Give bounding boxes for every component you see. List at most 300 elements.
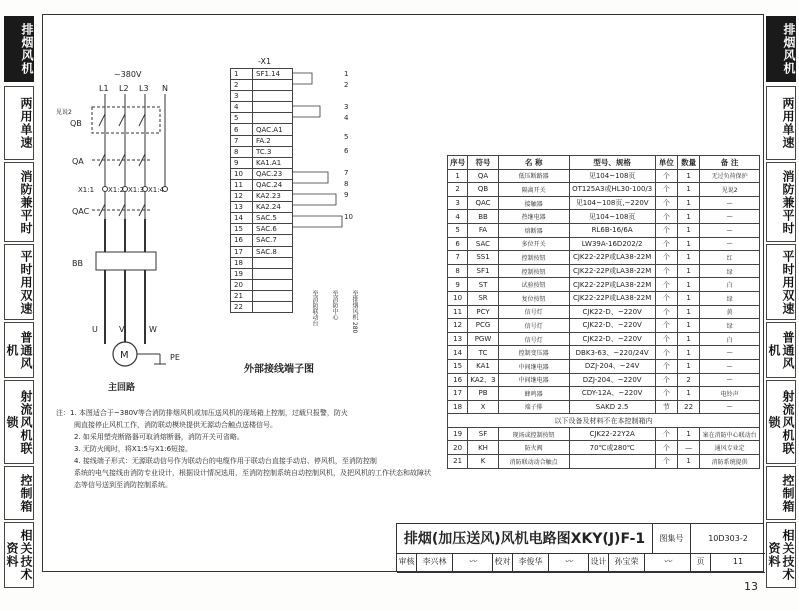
parts-cell: — [700, 237, 760, 251]
left-tab-4[interactable]: 普通风机 [4, 322, 34, 378]
parts-cell: FA [468, 223, 499, 237]
parts-cell: 见104~108页,~220V [569, 196, 655, 210]
wire-number: 5 [344, 133, 349, 141]
terminal-number: 19 [231, 268, 253, 279]
right-tab-5[interactable]: 射流风机联锁 [766, 380, 796, 464]
parts-cell: 1 [677, 387, 699, 401]
parts-cell: 多位开关 [498, 237, 569, 251]
parts-cell: 绿 [700, 291, 760, 305]
parts-row [448, 319, 760, 333]
parts-row [448, 305, 760, 319]
parts-cell: 中间继电器 [498, 359, 569, 373]
wire-number: 2 [344, 81, 349, 89]
qa-label: QA [72, 157, 84, 166]
parts-cell: 13 [448, 332, 468, 346]
notes-block [56, 407, 431, 491]
terminal-row [231, 290, 293, 301]
terminal-connection: QAC.24 [253, 179, 293, 190]
parts-cell: — [700, 400, 760, 414]
parts-cell: 黄 [700, 305, 760, 319]
parts-cell: 个 [655, 223, 677, 237]
wire-number: 1 [344, 70, 349, 78]
parts-row [448, 196, 760, 210]
terminal-row [231, 268, 293, 279]
terminal-number: 11 [231, 179, 253, 190]
parts-cell: 4 [448, 210, 468, 224]
parts-cell: 个 [655, 346, 677, 360]
parts-row [448, 414, 760, 428]
terminal-number: 22 [231, 301, 253, 312]
parts-cell: DZJ-204、~220V [569, 373, 655, 387]
parts-cell: 个 [655, 373, 677, 387]
page-number: 13 [744, 580, 758, 593]
terminal-number: 18 [231, 257, 253, 268]
parts-cell: 10 [448, 291, 468, 305]
parts-cell: 个 [655, 196, 677, 210]
terminal-number: 20 [231, 279, 253, 290]
parts-cell: 个 [655, 332, 677, 346]
terminal-number: 10 [231, 168, 253, 179]
right-tab-1[interactable]: 两用单速 [766, 86, 796, 160]
parts-cell: — [700, 210, 760, 224]
right-tab-2[interactable]: 消防兼平时 [766, 162, 796, 242]
parts-cell: 9 [448, 278, 468, 292]
wire-number: 4 [344, 114, 349, 122]
parts-cell: 12 [448, 319, 468, 333]
left-tab-5[interactable]: 射流风机联锁 [4, 380, 34, 464]
parts-cell: 见104~108页 [569, 169, 655, 183]
terminal-connection: KA1.A1 [253, 157, 293, 168]
parts-cell: 通风专业定 [700, 441, 760, 455]
parts-cell: RL6B-16/6A [569, 223, 655, 237]
parts-cell: 18 [448, 400, 468, 414]
designer-name: 孙宝荣 [609, 554, 645, 573]
qb-label: QB [70, 119, 82, 128]
terminal-row [231, 202, 293, 213]
parts-cell: K [468, 455, 499, 469]
parts-cell: 14 [448, 346, 468, 360]
terminal-number: 17 [231, 246, 253, 257]
parts-cell: 消防系统提供 [700, 455, 760, 469]
parts-cell: PGW [468, 332, 499, 346]
parts-section-note: 以下设备及材料不在本控制箱内 [448, 414, 760, 428]
left-tab-1[interactable]: 两用单速 [4, 86, 34, 160]
parts-cell: 1 [448, 169, 468, 183]
parts-cell: 个 [655, 387, 677, 401]
parts-cell: KA2、3 [468, 373, 499, 387]
parts-cell: SR [468, 291, 499, 305]
title-block [396, 523, 764, 572]
terminal-row [231, 113, 293, 124]
parts-cell: 3 [448, 196, 468, 210]
parts-cell: 案在消防中心联动台 [700, 427, 760, 441]
terminal-connection [253, 301, 293, 312]
left-tab-6[interactable]: 控制箱 [4, 466, 34, 520]
parts-row [448, 291, 760, 305]
parts-cell: 1 [677, 237, 699, 251]
parts-cell: 绿 [700, 319, 760, 333]
parts-cell: 1 [677, 359, 699, 373]
qac-label: QAC [72, 207, 90, 216]
terminal-number: 1 [231, 69, 253, 80]
vlabel-1: 至消防中心 [331, 290, 338, 320]
right-tab-6[interactable]: 控制箱 [766, 466, 796, 520]
parts-cell: 2 [448, 183, 468, 197]
note-line: 3. 无防火阀时，将X1:5与X1:6短接。 [74, 445, 193, 453]
parts-cell: DBK3-63、~220/24V [569, 346, 655, 360]
parts-cell [569, 455, 655, 469]
parts-table [447, 155, 760, 469]
note-line: 阀直接停止风机工作，消防联动模块提供无源动合触点送楼信号。 [74, 421, 277, 429]
terminal-number: 5 [231, 113, 253, 124]
terminal-x1-4: X1:4 [148, 186, 165, 194]
parts-cell: 6 [448, 237, 468, 251]
note-line: 态等信号送到至消防控制系统。 [74, 481, 172, 489]
terminal-number: 13 [231, 202, 253, 213]
parts-cell: 见说2 [700, 183, 760, 197]
parts-cell: 控制按钮 [498, 251, 569, 265]
terminal-row [231, 257, 293, 268]
parts-row [448, 183, 760, 197]
parts-cell: 个 [655, 251, 677, 265]
reviewer-name: 李兴林 [417, 554, 453, 573]
parts-cell: 个 [655, 427, 677, 441]
parts-cell: 试验按钮 [498, 278, 569, 292]
terminal-connection [253, 257, 293, 268]
terminal-connection [253, 290, 293, 301]
motor-term-w: W [149, 325, 157, 334]
parts-row [448, 332, 760, 346]
terminal-number: 12 [231, 191, 253, 202]
parts-cell: 电铃声 [700, 387, 760, 401]
check-label: 校对 [493, 554, 513, 573]
parts-cell: — [677, 441, 699, 455]
terminal-row [231, 246, 293, 257]
parts-row [448, 387, 760, 401]
terminal-number: 8 [231, 146, 253, 157]
wire-number: 3 [344, 103, 349, 111]
terminal-connection: QAC.23 [253, 168, 293, 179]
vlabel-2: 至排烟风机 280 [351, 290, 358, 334]
terminal-row [231, 157, 293, 168]
parts-cell: QA [468, 169, 499, 183]
parts-row [448, 455, 760, 469]
parts-cell: 19 [448, 427, 468, 441]
parts-cell: CJK22-22P或LA38-22M [569, 278, 655, 292]
parts-cell: SAC [468, 237, 499, 251]
parts-cell: CJK22-22Y2A [569, 427, 655, 441]
terminal-row [231, 146, 293, 157]
terminal-connection: TC.3 [253, 146, 293, 157]
parts-cell: — [700, 373, 760, 387]
motor-term-v: V [119, 325, 125, 334]
parts-row [448, 264, 760, 278]
parts-cell: 1 [677, 251, 699, 265]
terminal-number: 21 [231, 290, 253, 301]
parts-cell: TC [468, 346, 499, 360]
left-tab-7[interactable]: 相关技术资料 [4, 522, 34, 588]
parts-cell: 20 [448, 441, 468, 455]
reviewer-signature: 〰 [453, 554, 493, 573]
parts-cell: 1 [677, 196, 699, 210]
drawing-title: 排烟(加压送风)风机电路图XKY(J)F-1 [397, 524, 653, 554]
terminal-connection: SAC.7 [253, 235, 293, 246]
parts-cell: PCG [468, 319, 499, 333]
parts-cell: 端子排 [498, 400, 569, 414]
parts-cell: 个 [655, 455, 677, 469]
wire-number: 9 [344, 191, 349, 199]
terminal-connection [253, 113, 293, 124]
parts-cell: 个 [655, 237, 677, 251]
parts-row [448, 210, 760, 224]
parts-cell: 1 [677, 305, 699, 319]
parts-cell: — [700, 359, 760, 373]
parts-cell: ST [468, 278, 499, 292]
page-label: 页 [691, 554, 711, 573]
pe-label: PE [170, 353, 180, 362]
parts-row [448, 251, 760, 265]
parts-cell: BB [468, 210, 499, 224]
terminal-connection: SAC.5 [253, 213, 293, 224]
terminal-connection: SAC.6 [253, 224, 293, 235]
atlas-number: 10D303-2 [691, 524, 765, 554]
parts-cell: 1 [677, 455, 699, 469]
parts-cell: QAC [468, 196, 499, 210]
terminal-x1-3: X1:3 [128, 186, 145, 194]
parts-cell: CJK22-D、~220V [569, 305, 655, 319]
parts-cell: SF1 [468, 264, 499, 278]
wire-number: 7 [344, 169, 349, 177]
parts-row [448, 278, 760, 292]
parts-cell: PB [468, 387, 499, 401]
parts-cell: 绿 [700, 264, 760, 278]
terminal-connection: KA2.23 [253, 191, 293, 202]
right-tab-0[interactable]: 排烟风机 [766, 16, 796, 84]
parts-cell: 熔断器 [498, 223, 569, 237]
parts-cell: 个 [655, 319, 677, 333]
parts-cell: 70℃或280℃ [569, 441, 655, 455]
right-tab-7[interactable]: 相关技术资料 [766, 522, 796, 588]
terminal-row [231, 213, 293, 224]
parts-cell: 白 [700, 332, 760, 346]
parts-row [448, 169, 760, 183]
terminal-number: 2 [231, 80, 253, 91]
parts-cell: CJK22-22P或LA38-22M [569, 291, 655, 305]
parts-cell: CJK22-D、~220V [569, 319, 655, 333]
parts-cell: 22 [677, 400, 699, 414]
parts-cell: 节 [655, 400, 677, 414]
parts-header-cell: 数量 [677, 156, 699, 170]
parts-cell: CJK22-22P或LA38-22M [569, 264, 655, 278]
parts-cell: 信号灯 [498, 305, 569, 319]
parts-cell: SAKD 2.5 [569, 400, 655, 414]
checker-signature: 〰 [549, 554, 589, 573]
parts-cell: 红 [700, 251, 760, 265]
main-circuit-caption: 主回路 [108, 383, 136, 393]
parts-cell: 个 [655, 359, 677, 373]
review-label: 审核 [397, 554, 417, 573]
terminal-connection [253, 102, 293, 113]
checker-name: 李俊华 [513, 554, 549, 573]
parts-cell: 无过负荷保护 [700, 169, 760, 183]
parts-cell: 15 [448, 359, 468, 373]
parts-cell: 防火阀 [498, 441, 569, 455]
parts-cell: 个 [655, 210, 677, 224]
terminal-connection [253, 91, 293, 102]
parts-row [448, 400, 760, 414]
parts-cell: SS1 [468, 251, 499, 265]
terminal-connection [253, 279, 293, 290]
parts-cell: LW39A-16D202/2 [569, 237, 655, 251]
terminal-row [231, 191, 293, 202]
terminal-vertical-labels [310, 290, 370, 350]
terminal-connection: KA2.24 [253, 202, 293, 213]
sheet-page-number: 11 [711, 554, 765, 573]
parts-cell: 中间继电器 [498, 373, 569, 387]
parts-cell: 消防联动动合触点 [498, 455, 569, 469]
parts-header-cell: 型号、规格 [569, 156, 655, 170]
parts-cell: 21 [448, 455, 468, 469]
parts-cell: 1 [677, 264, 699, 278]
parts-cell: SF [468, 427, 499, 441]
parts-row [448, 441, 760, 455]
motor-symbol: M [120, 350, 129, 361]
parts-cell: — [700, 223, 760, 237]
note-line: 系统的电气接线由消防专业设计，根据设计情况选用，至消防控制系统自动控制风机，及把风机的工作状态和故障状 [74, 469, 431, 477]
phase-l1-label: L1 [99, 84, 109, 93]
parts-cell: 信号灯 [498, 332, 569, 346]
parts-cell: 1 [677, 223, 699, 237]
parts-cell: KH [468, 441, 499, 455]
parts-row [448, 359, 760, 373]
parts-cell: — [700, 196, 760, 210]
terminal-wiring [292, 68, 352, 238]
terminal-connection: SF1.14 [253, 69, 293, 80]
parts-cell: DZJ-204、~24V [569, 359, 655, 373]
parts-header-cell: 序号 [448, 156, 468, 170]
parts-cell: 白 [700, 278, 760, 292]
terminal-number: 16 [231, 235, 253, 246]
parts-cell: 1 [677, 278, 699, 292]
parts-cell: 隔离开关 [498, 183, 569, 197]
terminal-number: 7 [231, 135, 253, 146]
atlas-label: 图集号 [653, 524, 691, 554]
parts-cell: CDY-12A、~220V [569, 387, 655, 401]
phase-l2-label: L2 [119, 84, 129, 93]
wire-number: 6 [344, 147, 349, 155]
parts-cell: 个 [655, 441, 677, 455]
parts-cell: 个 [655, 278, 677, 292]
supply-voltage-label: ~380V [114, 70, 142, 79]
parts-cell: 个 [655, 183, 677, 197]
parts-cell: 17 [448, 387, 468, 401]
parts-cell: 蜂鸣器 [498, 387, 569, 401]
parts-cell: 接触器 [498, 196, 569, 210]
left-tab-0[interactable]: 排烟风机 [4, 16, 34, 84]
terminal-block-table [230, 68, 293, 313]
wire-number: 10 [344, 213, 353, 221]
parts-cell: CJK22-22P或LA38-22M [569, 251, 655, 265]
parts-cell: 5 [448, 223, 468, 237]
terminal-row [231, 224, 293, 235]
terminal-row [231, 301, 293, 312]
terminal-row [231, 80, 293, 91]
terminal-row [231, 69, 293, 80]
parts-row [448, 346, 760, 360]
terminal-number: 9 [231, 157, 253, 168]
parts-cell: 1 [677, 291, 699, 305]
terminal-block-caption: 外部接线端子图 [244, 364, 314, 375]
terminal-connection: FA.2 [253, 135, 293, 146]
parts-row [448, 373, 760, 387]
terminal-number: 14 [231, 213, 253, 224]
phase-n-label: N [162, 84, 168, 93]
terminal-row [231, 102, 293, 113]
design-label: 设计 [589, 554, 609, 573]
parts-cell: 个 [655, 305, 677, 319]
parts-cell: — [700, 346, 760, 360]
parts-cell: QB [468, 183, 499, 197]
parts-cell: 控制按钮 [498, 264, 569, 278]
parts-cell: 1 [677, 210, 699, 224]
left-tab-2[interactable]: 消防兼平时 [4, 162, 34, 242]
right-tab-3[interactable]: 平时用双速 [766, 244, 796, 320]
parts-cell: 个 [655, 291, 677, 305]
parts-cell: 低压断路器 [498, 169, 569, 183]
parts-cell: 信号灯 [498, 319, 569, 333]
designer-signature: 〰 [645, 554, 691, 573]
right-tab-4[interactable]: 普通风机 [766, 322, 796, 378]
parts-cell: 复位按钮 [498, 291, 569, 305]
qb-note-label: 见说2 [56, 109, 72, 116]
terminal-number: 4 [231, 102, 253, 113]
parts-header-cell: 符号 [468, 156, 499, 170]
parts-cell: X [468, 400, 499, 414]
terminal-row [231, 135, 293, 146]
terminal-connection: SAC.8 [253, 246, 293, 257]
terminal-block-header: -X1 [258, 57, 272, 66]
parts-cell: 11 [448, 305, 468, 319]
left-tab-3[interactable]: 平时用双速 [4, 244, 34, 320]
parts-cell: 16 [448, 373, 468, 387]
vlabel-0: 至消防联动台 [311, 290, 318, 326]
terminal-number: 3 [231, 91, 253, 102]
parts-row [448, 427, 760, 441]
parts-row [448, 223, 760, 237]
parts-cell: 热继电器 [498, 210, 569, 224]
parts-row [448, 237, 760, 251]
note-line: 4. 接线端子形式：无源联动信号作为联动台的电缆作用于联动台直接手动启、停风机，至消防控制 [74, 457, 377, 465]
terminal-x1-1: X1:1 [78, 186, 95, 194]
terminal-row [231, 91, 293, 102]
terminal-connection: QAC.A1 [253, 124, 293, 135]
parts-cell: 个 [655, 264, 677, 278]
terminal-row [231, 235, 293, 246]
parts-cell: 2 [677, 373, 699, 387]
parts-cell: 7 [448, 251, 468, 265]
parts-cell: 见104~108页 [569, 210, 655, 224]
parts-cell: 1 [677, 332, 699, 346]
terminal-number: 15 [231, 224, 253, 235]
parts-cell: OT125A3或HL30-100/3 [569, 183, 655, 197]
note-line: 2. 如采用塑壳断路器可取消熔断器，消防开关可省略。 [74, 433, 244, 441]
parts-cell: 1 [677, 427, 699, 441]
parts-cell: 1 [677, 183, 699, 197]
terminal-number: 6 [231, 124, 253, 135]
parts-header-cell: 单位 [655, 156, 677, 170]
parts-cell: KA1 [468, 359, 499, 373]
parts-cell: 8 [448, 264, 468, 278]
